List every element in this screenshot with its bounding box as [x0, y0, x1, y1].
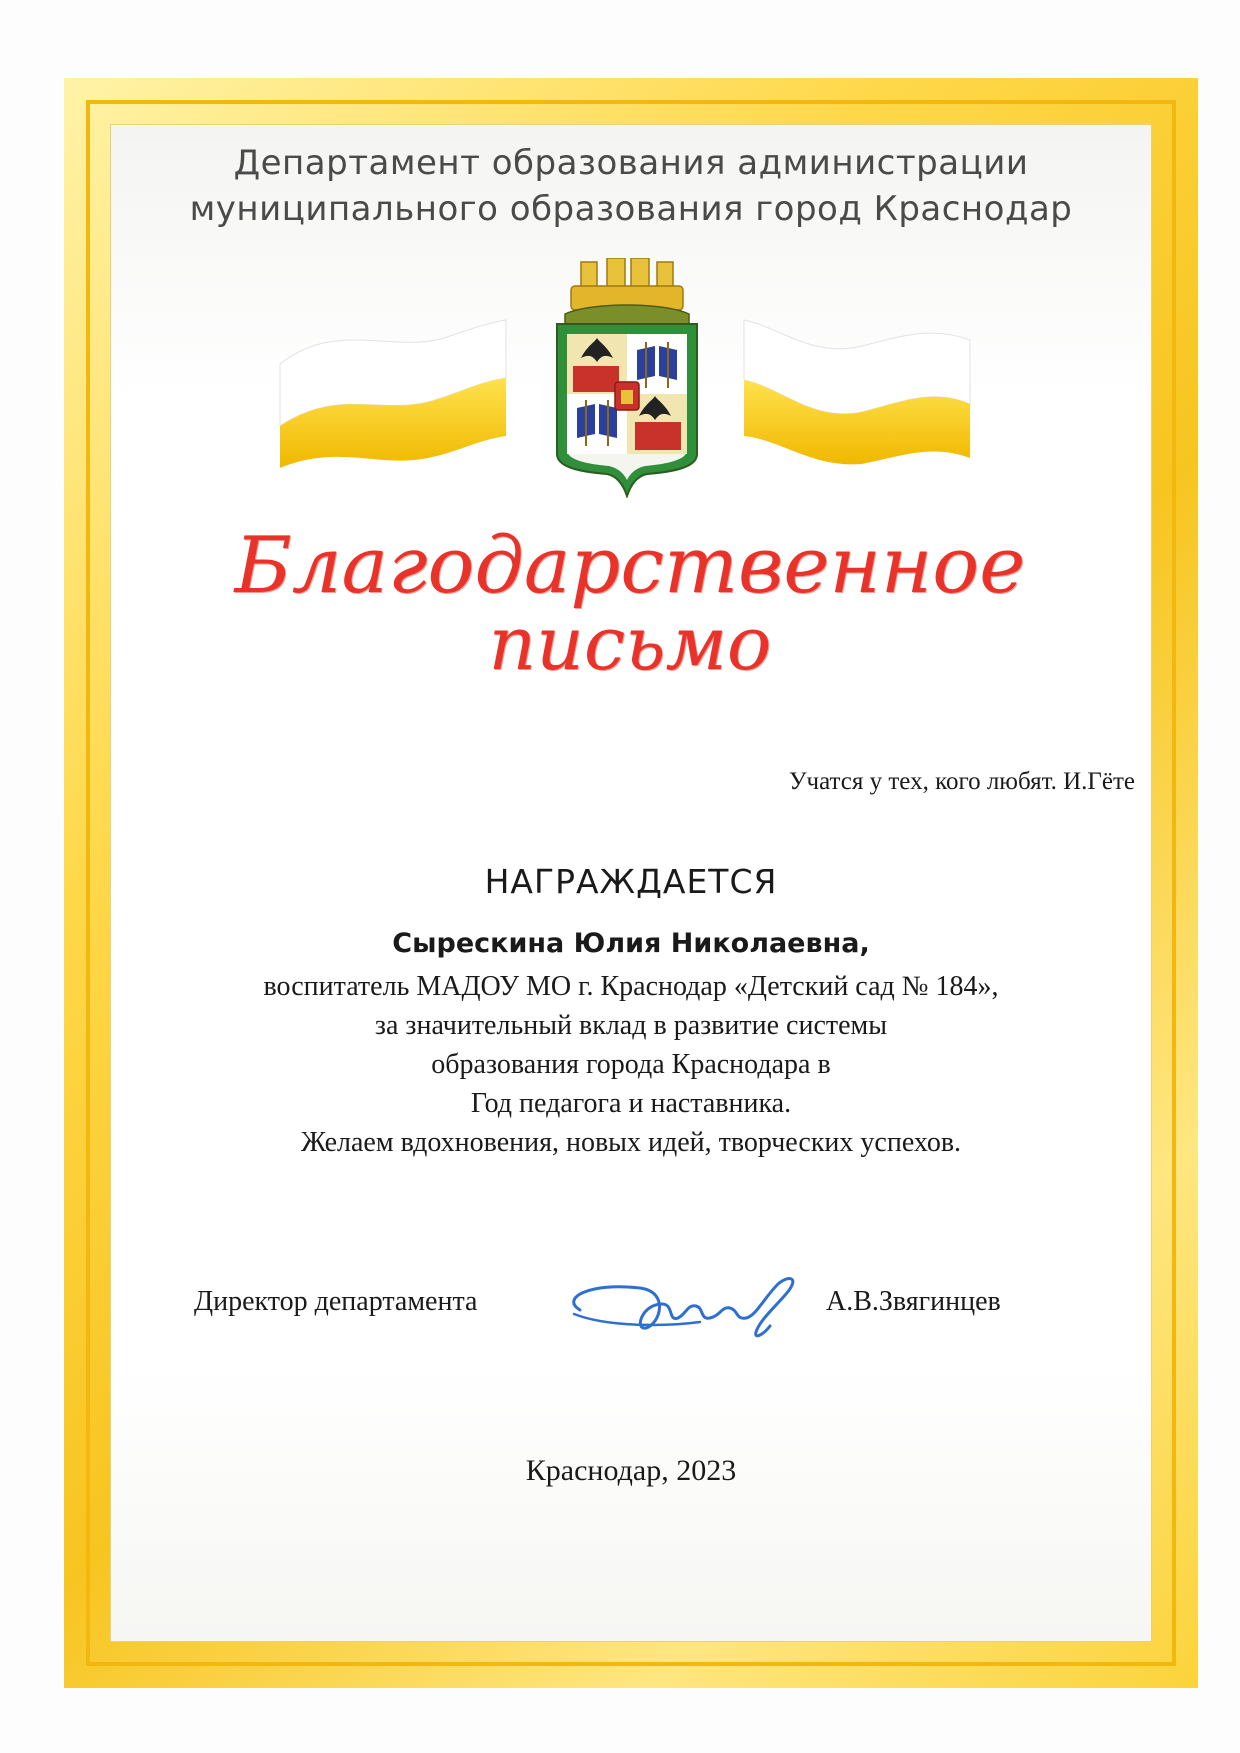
department-line-1: Департамент образования администрации [233, 143, 1029, 183]
award-line-2: за значительный вклад в развитие системы [374, 1010, 888, 1041]
white-yellow-flag-icon [278, 318, 508, 468]
title-line-2: письмо [488, 601, 772, 687]
signatory-name: А.В.Звягинцев [826, 1286, 1001, 1317]
award-line-1: воспитатель МАДОУ МО г. Краснодар «Детский сад № 184», [263, 971, 999, 1002]
white-yellow-flag-icon [742, 318, 972, 468]
recipient-name: Сырескина Юлия Николаевна, [392, 928, 870, 959]
award-line-5: Желаем вдохновения, новых идей, творческих успехов. [300, 1127, 962, 1158]
place-and-year: Краснодар, 2023 [525, 1454, 737, 1487]
handwritten-signature-icon [550, 1268, 850, 1348]
title-line-1: Благодарственное [234, 521, 1026, 611]
award-line-4: Год педагога и наставника. [470, 1088, 792, 1119]
signatory-position: Директор департамента [194, 1286, 478, 1317]
department-line-2: муниципального образования город Краснодар [189, 189, 1073, 229]
award-line-3: образования города Краснодара в [431, 1049, 831, 1080]
certificate-title [150, 520, 1110, 687]
department-header [110, 140, 1152, 232]
awarded-heading: НАГРАЖДАЕТСЯ [484, 862, 778, 901]
signature-block [110, 1268, 1152, 1348]
krasnodar-coat-of-arms-icon [551, 258, 703, 498]
award-body [110, 924, 1152, 1162]
epigraph-quote: Учатся у тех, кого любят. И.Гёте [788, 768, 1135, 795]
